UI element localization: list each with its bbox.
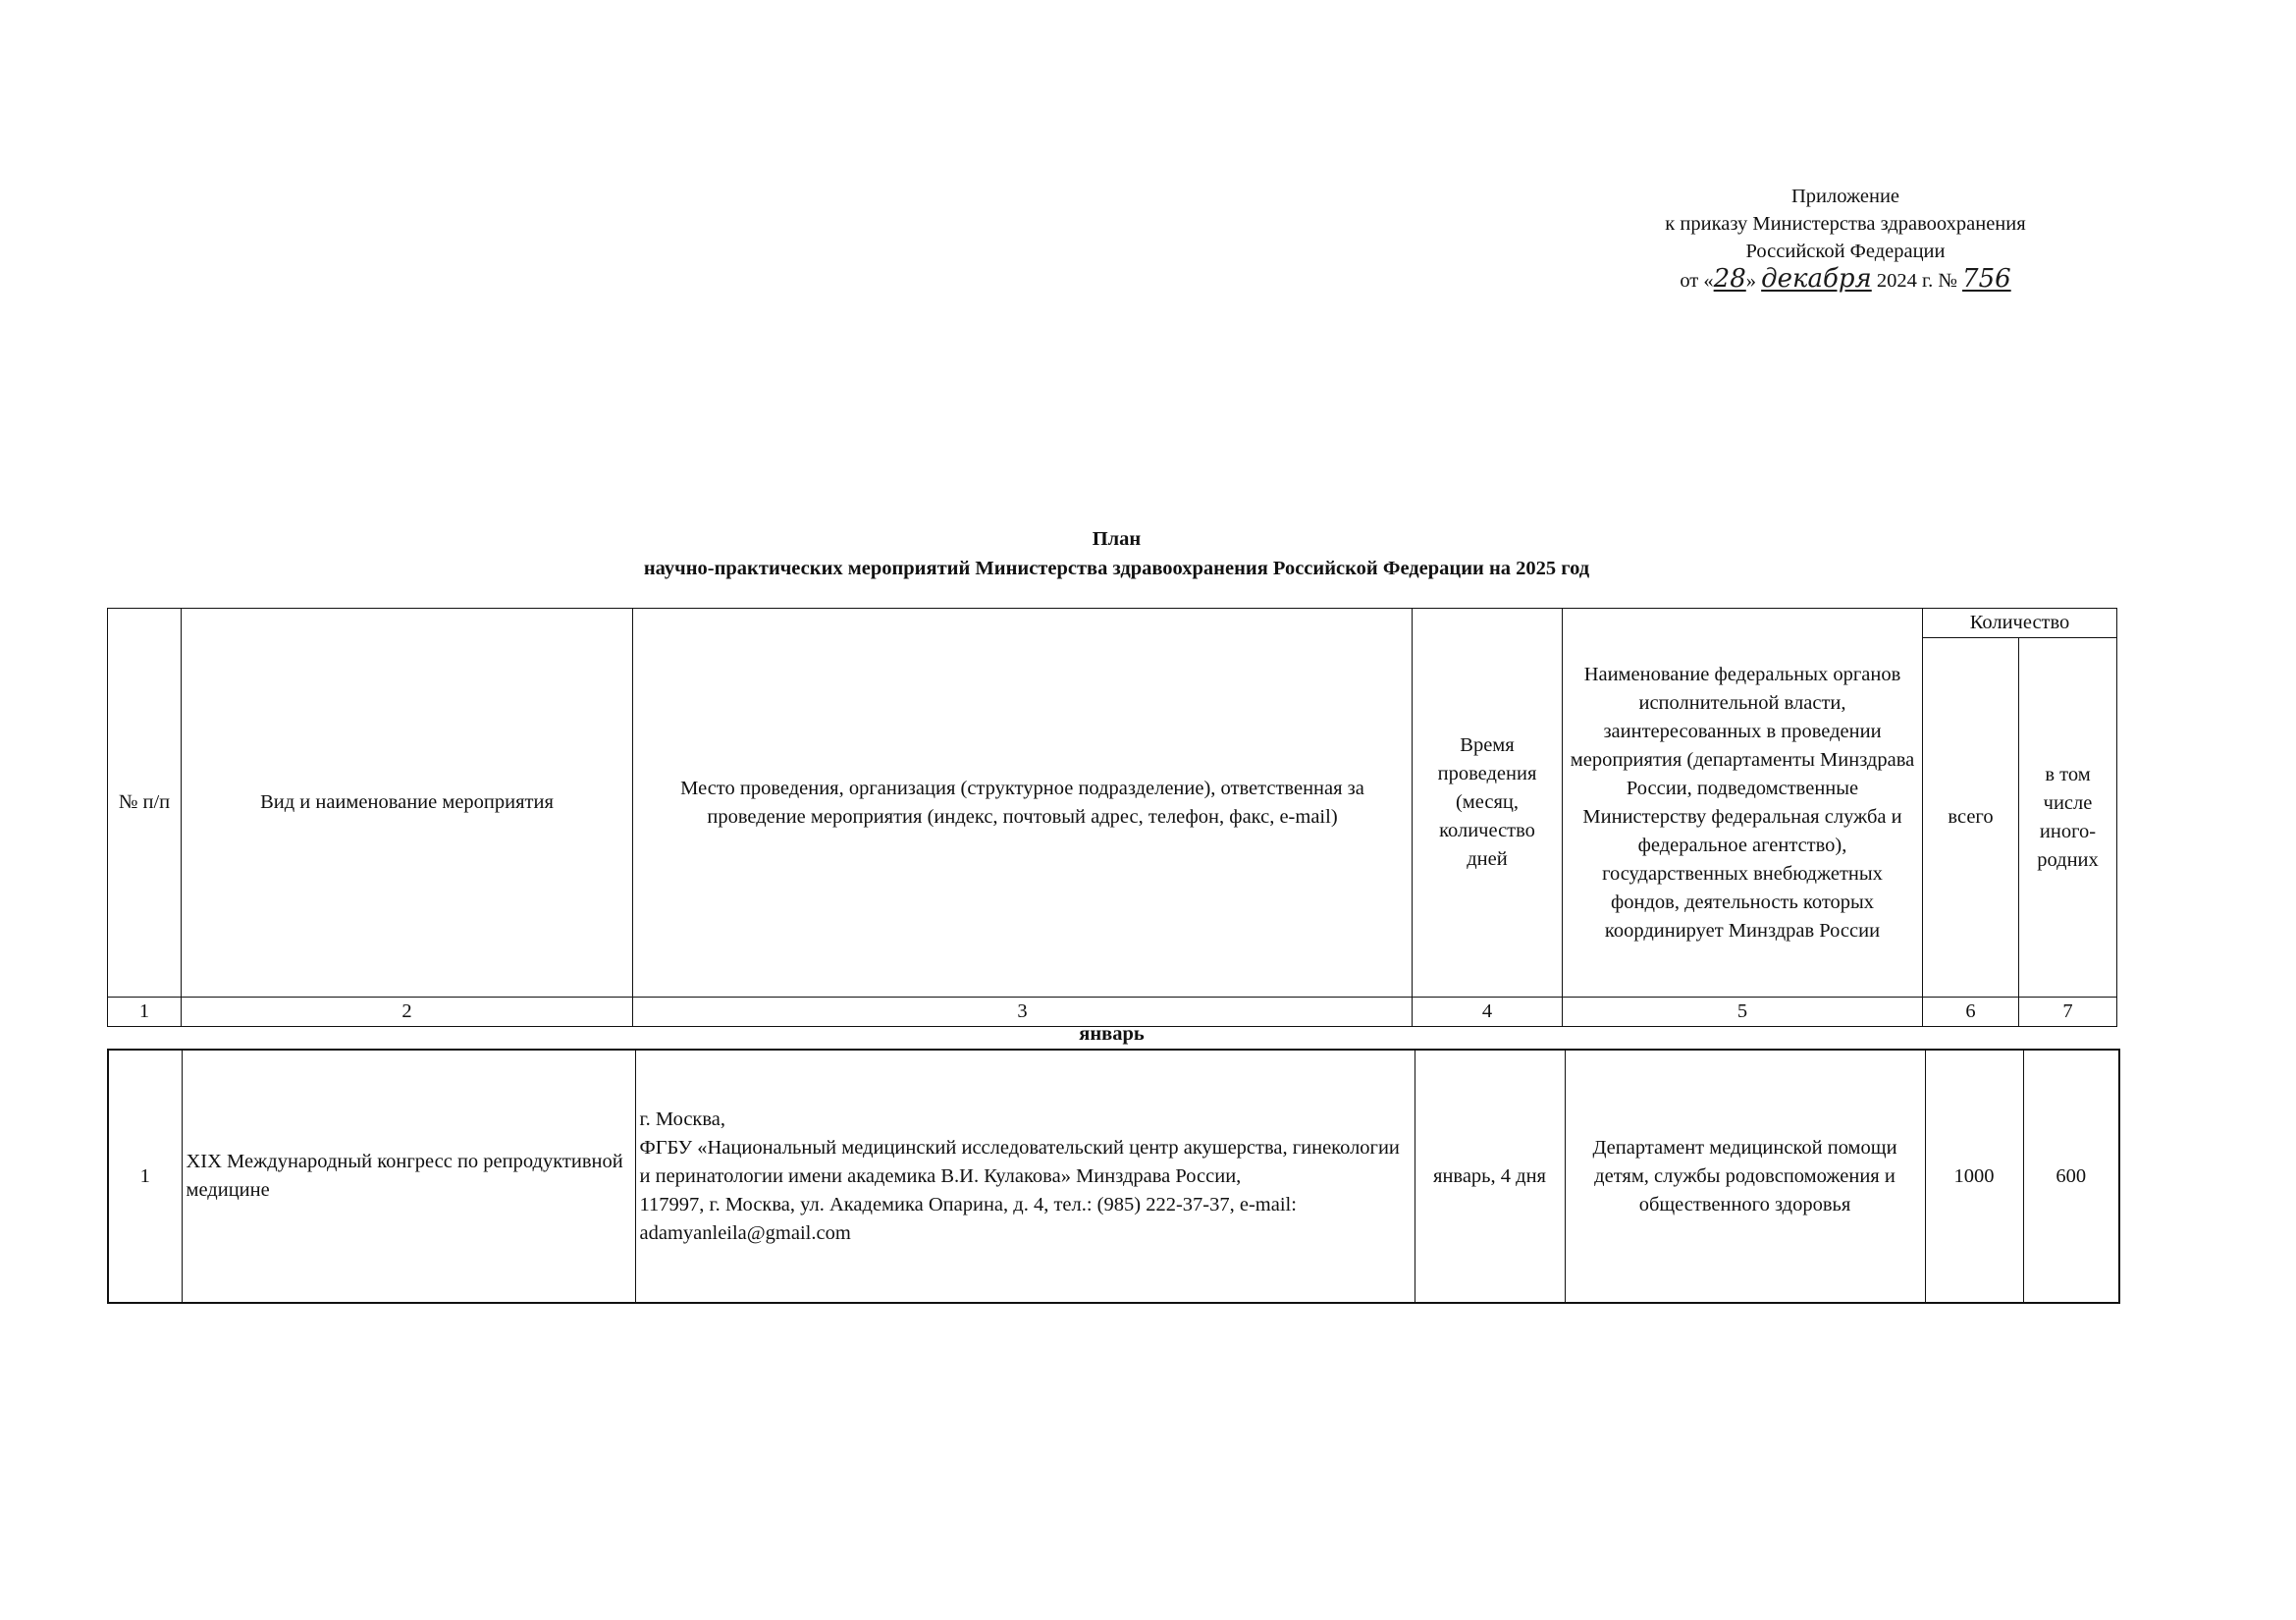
column-number-cell: 7 bbox=[2019, 998, 2117, 1027]
header-table bbox=[107, 608, 2117, 1027]
date-mid: » bbox=[1745, 270, 1756, 292]
place-address: 117997, г. Москва, ул. Академика Опарина, д. 4, тел.: (985) 222-37-37, e-mail: adamyanleila@gmail.com bbox=[639, 1193, 1297, 1244]
header-col-total: всего bbox=[1923, 638, 2019, 998]
header-col-foreign: в том числе иного-родних bbox=[2019, 638, 2117, 998]
appendix-date-line bbox=[1590, 265, 2101, 295]
column-number-cell: 5 bbox=[1563, 998, 1923, 1027]
column-number-cell: 6 bbox=[1923, 998, 2019, 1027]
events-table bbox=[107, 1049, 2120, 1304]
place-organization: ФГБУ «Национальный медицинский исследовательский центр акушерства, гинекологии и перинатологии имени академика В.И. Кулакова» Минздрава России, bbox=[639, 1136, 1400, 1187]
table-row bbox=[108, 1050, 2119, 1303]
appendix-label: Приложение bbox=[1790, 186, 1900, 207]
header-col-number: № п/п bbox=[108, 609, 182, 998]
title-main: План bbox=[1092, 528, 1142, 550]
date-prefix: от « bbox=[1680, 270, 1714, 292]
event-total: 1000 bbox=[1925, 1050, 2023, 1303]
date-month-handwritten: декабря bbox=[1761, 264, 1872, 294]
event-time: январь, 4 дня bbox=[1415, 1050, 1565, 1303]
event-authority: Департамент медицинской помощи детям, службы родовспоможения и общественного здоровья bbox=[1565, 1050, 1925, 1303]
document-title bbox=[108, 524, 2125, 583]
header-col-name: Вид и наименование мероприятия bbox=[182, 609, 633, 998]
title-subtitle: научно-практических мероприятий Министерства здравоохранения Российской Федерации на 2025 год bbox=[643, 558, 1590, 579]
column-number-cell: 1 bbox=[108, 998, 182, 1027]
month-label: январь bbox=[1079, 1023, 1145, 1045]
column-number-cell: 4 bbox=[1413, 998, 1563, 1027]
column-number-cell: 3 bbox=[633, 998, 1413, 1027]
header-col-place: Место проведения, организация (структурное подразделение), ответственная за проведение мероприятия (индекс, почтовый адрес, телефон, факс, e-mail) bbox=[633, 609, 1413, 998]
date-day-handwritten: 28 bbox=[1713, 264, 1746, 294]
date-year: 2024 г. № bbox=[1876, 270, 1957, 292]
event-foreign: 600 bbox=[2023, 1050, 2119, 1303]
appendix-order-ref: к приказу Министерства здравоохранения bbox=[1665, 213, 2026, 235]
row-number: 1 bbox=[108, 1050, 182, 1303]
header-col-time: Время проведения (месяц, количество дней bbox=[1413, 609, 1563, 998]
header-col-authority: Наименование федеральных органов исполнительной власти, заинтересованных в проведении мероприятия (департаменты Минздрава России, подведомственные Министерству федеральная служба и федеральное агентство), государственных внебюджетных фондов, деятельность которых координирует Минздрав России bbox=[1563, 609, 1923, 998]
appendix-block bbox=[1590, 183, 2101, 295]
header-quantity-group: Количество bbox=[1923, 609, 2117, 638]
place-city: г. Москва, bbox=[639, 1107, 726, 1130]
event-name: XIX Международный конгресс по репродуктивной медицине bbox=[182, 1050, 635, 1303]
event-place bbox=[635, 1050, 1415, 1303]
order-number-handwritten: 756 bbox=[1962, 264, 2011, 294]
column-number-cell: 2 bbox=[182, 998, 633, 1027]
appendix-federation: Российской Федерации bbox=[1745, 241, 1946, 262]
